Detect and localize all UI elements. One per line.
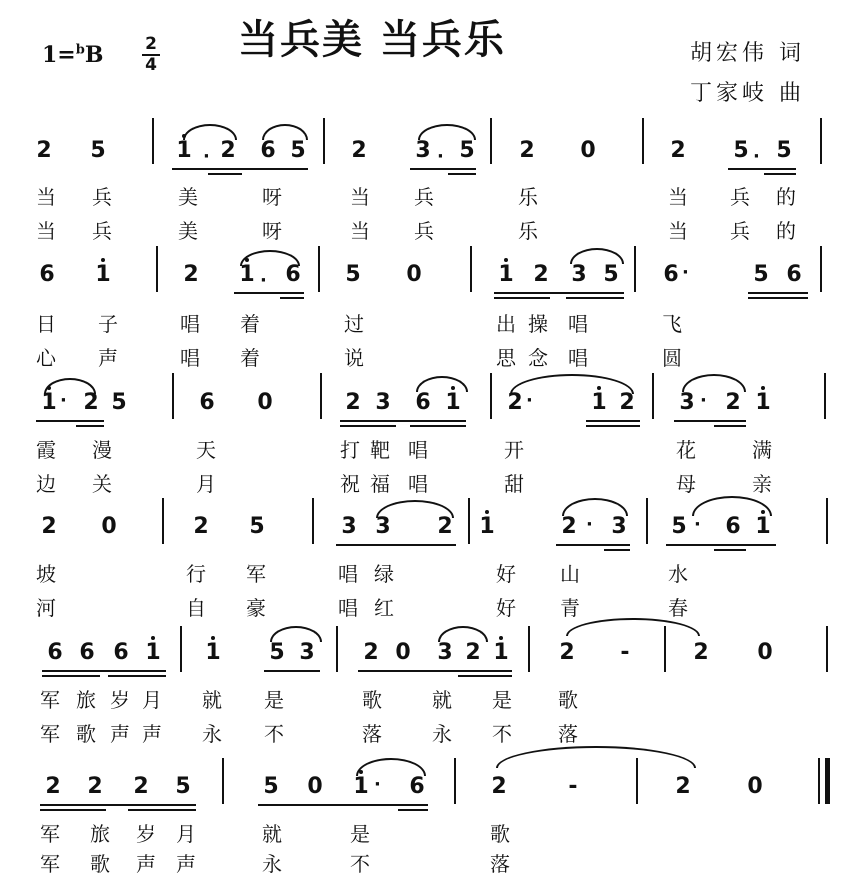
lyric: 霞	[36, 438, 58, 462]
note: 2	[83, 390, 99, 415]
note: 0	[757, 640, 773, 665]
note: 3	[375, 514, 391, 539]
lyric: 唱	[180, 312, 202, 336]
note: 2	[559, 640, 575, 665]
note: 3	[375, 390, 391, 415]
note: 2	[507, 390, 523, 415]
lyric: 落	[558, 722, 580, 746]
lyric: 心	[36, 346, 58, 370]
lyric: 飞	[662, 312, 684, 336]
lyric: 出	[496, 312, 518, 336]
flat-sign: b	[75, 42, 85, 58]
time-signature	[142, 36, 160, 74]
note: 6	[415, 390, 431, 415]
lyric: 不	[264, 722, 286, 746]
lyric: 声	[98, 346, 120, 370]
time-numerator: 2	[145, 34, 157, 54]
lyric: 青	[560, 596, 582, 620]
lyric: 边	[36, 472, 58, 496]
lyric: 唱	[338, 562, 360, 586]
note: 1	[236, 262, 258, 288]
note: 5	[753, 262, 769, 287]
note: 1	[490, 640, 512, 666]
lyric: 就	[432, 688, 454, 712]
note: 3	[571, 262, 587, 287]
note: 2	[519, 138, 535, 163]
lyric: 是	[492, 688, 514, 712]
note: 2	[345, 390, 361, 415]
note: 1	[752, 390, 774, 416]
lyric: 好	[496, 562, 518, 586]
note: 2	[220, 138, 236, 163]
note: 6	[47, 640, 63, 665]
note: 6	[786, 262, 802, 287]
lyric: 乐	[518, 219, 540, 243]
lyric: 子	[98, 312, 120, 336]
note: 2	[193, 514, 209, 539]
note: 2	[693, 640, 709, 665]
lyric: 坡	[36, 562, 58, 586]
lyric: 唱	[180, 346, 202, 370]
note: 0	[101, 514, 117, 539]
note: 5	[345, 262, 361, 287]
lyric: 好	[496, 596, 518, 620]
lyric: 月	[196, 472, 218, 496]
lyric: 绿	[374, 562, 396, 586]
lyric: 当	[668, 219, 690, 243]
note: 5	[290, 138, 306, 163]
lyric: 月	[142, 688, 164, 712]
note: 2	[465, 640, 481, 665]
lyric: 自	[186, 596, 208, 620]
note: 1	[495, 262, 517, 288]
lyric: 靶	[370, 438, 392, 462]
lyric: 岁	[136, 822, 158, 846]
lyric: 水	[668, 562, 690, 586]
lyric: 美	[178, 219, 200, 243]
note: 5	[776, 138, 792, 163]
lyric: 永	[262, 852, 284, 876]
lyric: 着	[240, 312, 262, 336]
composer-credit: 丁家岐 曲	[690, 81, 805, 106]
lyricist-credit: 胡宏伟 词	[690, 41, 805, 66]
lyric: 说	[344, 346, 366, 370]
note: 2	[133, 774, 149, 799]
note: 2	[725, 390, 741, 415]
note: 5	[603, 262, 619, 287]
lyric: 山	[560, 562, 582, 586]
lyric: 兵	[730, 219, 752, 243]
note: 1	[588, 390, 610, 416]
lyric: 声	[142, 722, 164, 746]
note: 2	[45, 774, 61, 799]
lyric: 不	[492, 722, 514, 746]
key-signature	[42, 42, 103, 68]
note: 6	[285, 262, 301, 287]
note: 1	[752, 514, 774, 540]
lyric: 唱	[568, 312, 590, 336]
note: 2	[87, 774, 103, 799]
note: 5	[249, 514, 265, 539]
lyric: 歌	[558, 688, 580, 712]
lyric: 声	[136, 852, 158, 876]
lyric: 日	[36, 312, 58, 336]
lyric: 开	[504, 438, 526, 462]
lyric: 是	[264, 688, 286, 712]
lyric: 兵	[92, 219, 114, 243]
lyric: 关	[92, 472, 114, 496]
note: 6	[663, 262, 679, 287]
lyric: 当	[668, 185, 690, 209]
lyric: 当	[350, 219, 372, 243]
note: 1	[202, 640, 224, 666]
lyric: 福	[370, 472, 392, 496]
note: 6	[409, 774, 425, 799]
lyric: 唱	[408, 472, 430, 496]
note: 6	[725, 514, 741, 539]
lyric: 过	[344, 312, 366, 336]
lyric: 兵	[730, 185, 752, 209]
note: 3	[679, 390, 695, 415]
note: -	[620, 640, 630, 665]
note: 3	[415, 138, 431, 163]
note: 2	[36, 138, 52, 163]
lyric: 乐	[518, 185, 540, 209]
lyric: 不	[350, 852, 372, 876]
key-prefix: 1=	[42, 42, 76, 68]
note: 5	[111, 390, 127, 415]
lyric: 红	[374, 596, 396, 620]
note: 0	[307, 774, 323, 799]
note: 6	[113, 640, 129, 665]
note: 6	[79, 640, 95, 665]
lyric: 豪	[246, 596, 268, 620]
lyric: 唱	[568, 346, 590, 370]
note: 5	[175, 774, 191, 799]
note: 6	[260, 138, 276, 163]
note: 0	[257, 390, 273, 415]
time-denominator: 4	[145, 55, 157, 75]
lyric: 落	[362, 722, 384, 746]
lyric: 唱	[338, 596, 360, 620]
lyric: 兵	[414, 219, 436, 243]
note: 2	[491, 774, 507, 799]
note: 2	[41, 514, 57, 539]
note: 2	[533, 262, 549, 287]
lyric: 念	[528, 346, 550, 370]
lyric: 兵	[92, 185, 114, 209]
note: -	[568, 774, 578, 799]
lyric: 落	[490, 852, 512, 876]
lyric: 军	[246, 562, 268, 586]
note: 6	[199, 390, 215, 415]
song-title: 当兵美 当兵乐	[238, 17, 506, 63]
lyric: 歌	[90, 852, 112, 876]
note: 2	[561, 514, 577, 539]
note: 2	[437, 514, 453, 539]
lyric: 祝	[340, 472, 362, 496]
lyric: 操	[528, 312, 550, 336]
lyric: 声	[110, 722, 132, 746]
note: 1	[476, 514, 498, 540]
lyric: 美	[178, 185, 200, 209]
note: 1	[92, 262, 114, 288]
lyric: 永	[432, 722, 454, 746]
lyric: 月	[176, 822, 198, 846]
lyric: 圆	[662, 346, 684, 370]
lyric: 唱	[408, 438, 430, 462]
lyric: 旅	[76, 688, 98, 712]
lyric: 亲	[752, 472, 774, 496]
lyric: 漫	[92, 438, 114, 462]
note: 0	[395, 640, 411, 665]
lyric: 军	[40, 722, 62, 746]
note: 5	[90, 138, 106, 163]
lyric: 满	[752, 438, 774, 462]
lyric: 歌	[76, 722, 98, 746]
note: 3	[611, 514, 627, 539]
lyric: 当	[36, 185, 58, 209]
note: 3	[299, 640, 315, 665]
note: 5	[459, 138, 475, 163]
lyric: 就	[262, 822, 284, 846]
lyric: 甜	[504, 472, 526, 496]
note: 1	[173, 138, 195, 164]
note: 0	[747, 774, 763, 799]
note: 2	[619, 390, 635, 415]
note: 5	[733, 138, 749, 163]
lyric: 思	[496, 346, 518, 370]
key-note: B	[84, 42, 104, 68]
lyric: 花	[676, 438, 698, 462]
note: 2	[363, 640, 379, 665]
note: 2	[675, 774, 691, 799]
lyric: 永	[202, 722, 224, 746]
note: 1	[38, 390, 60, 416]
lyric: 军	[40, 688, 62, 712]
note: 3	[341, 514, 357, 539]
lyric: 歌	[490, 822, 512, 846]
lyric: 当	[36, 219, 58, 243]
note: 1	[442, 390, 464, 416]
lyric: 呀	[262, 219, 284, 243]
lyric: 歌	[362, 688, 384, 712]
lyric: 旅	[90, 822, 112, 846]
note: 5	[269, 640, 285, 665]
lyric: 的	[776, 219, 798, 243]
lyric: 行	[186, 562, 208, 586]
lyric: 呀	[262, 185, 284, 209]
note: 6	[39, 262, 55, 287]
lyric: 河	[36, 596, 58, 620]
lyric: 着	[240, 346, 262, 370]
note: 2	[670, 138, 686, 163]
lyric: 当	[350, 185, 372, 209]
note: 3	[437, 640, 453, 665]
lyric: 军	[40, 852, 62, 876]
lyric: 是	[350, 822, 372, 846]
note: 5	[671, 514, 687, 539]
lyric: 声	[176, 852, 198, 876]
note: 2	[351, 138, 367, 163]
lyric: 天	[196, 438, 218, 462]
lyric: 母	[676, 472, 698, 496]
lyric: 岁	[110, 688, 132, 712]
note: 2	[183, 262, 199, 287]
note: 1	[350, 774, 372, 800]
note: 1	[142, 640, 164, 666]
lyric: 兵	[414, 185, 436, 209]
note: 5	[263, 774, 279, 799]
lyric: 就	[202, 688, 224, 712]
note: 0	[580, 138, 596, 163]
lyric: 的	[776, 185, 798, 209]
lyric: 打	[340, 438, 362, 462]
lyric: 军	[40, 822, 62, 846]
lyric: 春	[668, 596, 690, 620]
note: 0	[406, 262, 422, 287]
